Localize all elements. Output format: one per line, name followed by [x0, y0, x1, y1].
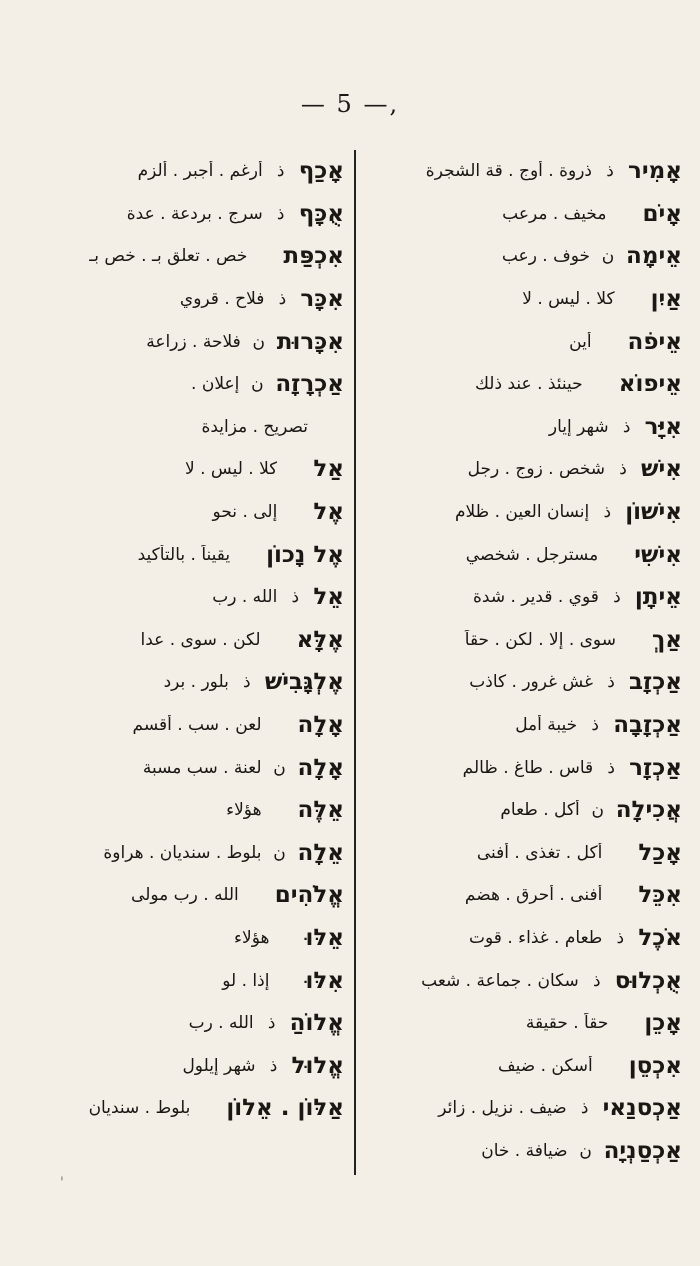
dictionary-entry — [362, 448, 682, 491]
entry-headword: אֻכְלוּס — [614, 967, 682, 994]
entry-gloss: الله . رب مولى — [131, 885, 239, 906]
entry-grammar: ن — [273, 757, 286, 778]
entry-headword: אֱלוֹהַ — [289, 1010, 344, 1037]
entry-headword: אִישִׁי — [634, 541, 682, 568]
left-column — [24, 150, 344, 1130]
entry-headword: אַיִן — [650, 286, 682, 313]
entry-grammar: ن — [601, 246, 615, 267]
entry-grammar: ن — [579, 1140, 592, 1161]
entry-headword: אֵיפֹה — [627, 328, 682, 355]
dictionary-entry — [24, 704, 344, 747]
entry-gloss: لعنة . سب مسبة — [142, 757, 262, 778]
entry-headword: אַכְסנַאי — [602, 1095, 682, 1122]
entry-gloss: بلور . برد — [163, 672, 229, 693]
entry-headword: אָכַל — [638, 839, 682, 866]
entry-headword: אָכַף — [298, 158, 344, 185]
entry-gloss: حينئذ . عند ذلك — [474, 374, 583, 395]
dictionary-entry — [24, 874, 344, 917]
entry-headword: אֱלֹהִים — [274, 882, 344, 909]
entry-grammar: ذ — [269, 1055, 278, 1076]
dictionary-entry — [24, 193, 344, 236]
entry-grammar: ذ — [622, 416, 631, 437]
entry-grammar: ن — [273, 842, 286, 863]
entry-gloss: شهر إيار — [548, 416, 609, 437]
entry-headword: אָיֹם — [642, 200, 682, 227]
entry-headword: אֶלְגָּבִישׁ — [264, 669, 344, 696]
entry-gloss: خوف . رعب — [501, 246, 591, 267]
dictionary-entry — [24, 1044, 344, 1087]
entry-grammar: ذ — [291, 587, 300, 608]
dictionary-entry — [24, 406, 344, 449]
dictionary-entry — [362, 959, 682, 1002]
entry-grammar: ذ — [278, 289, 287, 310]
dictionary-entry — [362, 874, 682, 917]
entry-headword: אָלָה — [297, 754, 344, 781]
dictionary-entry — [24, 363, 344, 406]
dictionary-entry — [362, 1002, 682, 1045]
dictionary-entry — [24, 150, 344, 193]
entry-headword: אַלּוֹן . אֵלוֹן — [226, 1095, 344, 1122]
entry-grammar: ن — [591, 800, 604, 821]
entry-gloss: هؤلاء — [226, 800, 262, 821]
dictionary-entry — [24, 448, 344, 491]
entry-gloss: لعن . سب . أقسم — [132, 715, 262, 736]
entry-grammar: ذ — [616, 927, 625, 948]
dictionary-entry — [362, 235, 682, 278]
dictionary-entry — [24, 533, 344, 576]
right-column — [362, 150, 682, 1172]
entry-gloss: طعام . غذاء . قوت — [469, 927, 603, 948]
dictionary-entry — [24, 320, 344, 363]
entry-headword: אִישׁוֹן — [625, 499, 682, 526]
entry-gloss: فلاح . قروي — [179, 289, 265, 310]
entry-headword: אֵיתָן — [634, 584, 682, 611]
entry-gloss: الله . رب — [212, 587, 278, 608]
entry-gloss: هؤلاء — [234, 927, 270, 948]
entry-grammar: ذ — [619, 459, 627, 480]
entry-gloss: أكل . طعام — [500, 800, 580, 821]
entry-gloss: شهر إيلول — [182, 1055, 256, 1076]
entry-gloss: تصريح . مزايدة — [201, 416, 308, 437]
dictionary-entry — [24, 278, 344, 321]
entry-headword: אַכְזָב — [628, 669, 682, 696]
entry-grammar: ذ — [592, 970, 601, 991]
dictionary-entry — [362, 619, 682, 662]
entry-headword: אִכָּר — [300, 286, 344, 313]
entry-headword: אִלּוּ — [305, 967, 344, 994]
entry-gloss: قاس . طاغ . ظالم — [462, 757, 594, 778]
entry-headword: אַל — [313, 456, 344, 483]
dictionary-entry — [362, 406, 682, 449]
entry-headword: אֶל — [313, 499, 344, 526]
entry-headword: אַכְסַנְיָה — [603, 1137, 682, 1164]
entry-gloss: سوى . إلا . لكن . حقاً — [464, 629, 616, 650]
dictionary-entry — [362, 1087, 682, 1130]
entry-gloss: مخيف . مرعب — [502, 203, 607, 224]
dictionary-entry — [362, 363, 682, 406]
entry-gloss: أكل . تغذى . أفنى — [476, 842, 603, 863]
entry-headword: אִכְסֵן — [628, 1052, 682, 1079]
dictionary-entry — [24, 1087, 344, 1130]
entry-headword: אֹכֶל — [638, 924, 682, 951]
dictionary-entry — [362, 320, 682, 363]
entry-gloss: كلا . ليس . لا — [184, 459, 278, 480]
entry-grammar: ذ — [276, 203, 285, 224]
entry-gloss: إلى . نحو — [212, 502, 278, 523]
dictionary-entry — [24, 235, 344, 278]
entry-headword: אֵיפוֹא — [618, 371, 682, 398]
entry-grammar: ذ — [606, 161, 614, 182]
entry-gloss: إعلان . — [191, 374, 240, 395]
entry-gloss: ضيافة . خان — [481, 1140, 568, 1161]
footer-mark: ' — [60, 1175, 64, 1191]
entry-gloss: حقاً . حقيقة — [525, 1013, 609, 1034]
entry-gloss: الله . رب — [188, 1013, 254, 1034]
entry-gloss: كلا . ليس . لا — [522, 289, 615, 310]
entry-headword: אֵימָה — [626, 243, 682, 270]
entry-grammar: ذ — [276, 161, 285, 182]
dictionary-entry — [24, 491, 344, 534]
page-number: — 5 —, — [300, 90, 400, 118]
entry-gloss: فلاحة . زراعة — [146, 331, 241, 352]
dictionary-entry — [24, 576, 344, 619]
dictionary-entry — [362, 278, 682, 321]
entry-grammar: ذ — [580, 1098, 589, 1119]
dictionary-entry — [362, 150, 682, 193]
entry-headword: אֵלּוּ — [305, 924, 344, 951]
entry-gloss: خيبة أمل — [515, 715, 578, 736]
entry-headword: אֻכָּף — [298, 200, 344, 227]
dictionary-entry — [362, 917, 682, 960]
entry-gloss: شخص . زوج . رجل — [467, 459, 606, 480]
entry-headword: אָלָה — [297, 712, 344, 739]
entry-gloss: ضيف . نزيل . زائر — [438, 1098, 567, 1119]
dictionary-entry — [24, 789, 344, 832]
entry-grammar: ذ — [607, 672, 615, 693]
dictionary-entry — [24, 959, 344, 1002]
dictionary-entry — [362, 832, 682, 875]
entry-gloss: إنسان العين . ظلام — [454, 502, 590, 523]
entry-gloss: لكن . سوى . عدا — [140, 629, 261, 650]
entry-headword: אֲכִילָה — [615, 797, 682, 824]
entry-headword: אִיָּר — [644, 413, 682, 440]
dictionary-entry — [24, 619, 344, 662]
entry-gloss: سرج . بردعة . عدة — [126, 203, 263, 224]
entry-gloss: أفنى . أحرق . هضم — [464, 885, 603, 906]
entry-headword: אֱלוּל — [291, 1052, 344, 1079]
dictionary-entry — [362, 491, 682, 534]
dictionary-entry — [362, 746, 682, 789]
entry-grammar: ذ — [267, 1013, 276, 1034]
entry-gloss: أرغم . أجبر . ألزم — [137, 161, 263, 182]
entry-headword: אָמִיר — [627, 158, 682, 185]
dictionary-entry — [362, 1130, 682, 1173]
dictionary-entry — [362, 789, 682, 832]
entry-grammar: ن — [252, 331, 265, 352]
entry-headword: אַכְזָבָה — [613, 712, 682, 739]
dictionary-entry — [24, 1002, 344, 1045]
entry-headword: אַכְזָר — [629, 754, 682, 781]
entry-headword: אִישׁ — [641, 456, 682, 483]
entry-gloss: خص . تعلق بـ . خص بـ — [89, 246, 248, 267]
entry-headword: אֵלֶּה — [297, 797, 344, 824]
entry-grammar: ذ — [607, 757, 615, 778]
entry-gloss: مسترجل . شخصي — [465, 544, 599, 565]
entry-gloss: أين — [569, 331, 592, 352]
entry-grammar: ن — [251, 374, 264, 395]
entry-headword: אֵלָה — [297, 839, 344, 866]
entry-gloss: بلوط . سنديان — [88, 1098, 191, 1119]
dictionary-entry — [362, 704, 682, 747]
dictionary-entry — [24, 661, 344, 704]
dictionary-entry — [362, 1044, 682, 1087]
dictionary-entry — [24, 832, 344, 875]
entry-headword: אַךְ — [651, 626, 682, 653]
dictionary-entry — [24, 746, 344, 789]
dictionary-entry — [362, 576, 682, 619]
entry-headword: אֶל נָכוֹן — [266, 541, 344, 568]
entry-gloss: أسكن . ضيف — [498, 1055, 593, 1076]
entry-grammar: ذ — [603, 502, 612, 523]
entry-gloss: بلوط . سنديان . هراوة — [103, 842, 262, 863]
entry-headword: אֵל — [313, 584, 344, 611]
entry-gloss: يقيناً . بالتأكيد — [137, 544, 231, 565]
entry-grammar: ذ — [243, 672, 251, 693]
dictionary-entry — [362, 661, 682, 704]
entry-grammar: ذ — [613, 587, 621, 608]
dictionary-entry — [362, 533, 682, 576]
entry-gloss: سكان . جماعة . شعب — [421, 970, 579, 991]
entry-headword: אֶלָּא — [296, 626, 344, 653]
column-divider — [354, 150, 356, 1175]
dictionary-entry — [362, 193, 682, 236]
dictionary-entry — [24, 917, 344, 960]
entry-headword: אִכְפַּת — [283, 243, 344, 270]
entry-headword: אַכְרָזָה — [275, 371, 344, 398]
entry-headword: אִכָּרוּת — [276, 328, 344, 355]
entry-gloss: إذا . لو — [222, 970, 270, 991]
entry-gloss: غش غرور . كاذب — [469, 672, 593, 693]
entry-gloss: قوي . قدير . شدة — [473, 587, 599, 608]
entry-headword: אִכֵּל — [638, 882, 682, 909]
entry-gloss: ذروة . أوج . قة الشجرة — [425, 161, 592, 182]
entry-headword: אָכֵן — [644, 1010, 682, 1037]
entry-grammar: ذ — [591, 715, 599, 736]
